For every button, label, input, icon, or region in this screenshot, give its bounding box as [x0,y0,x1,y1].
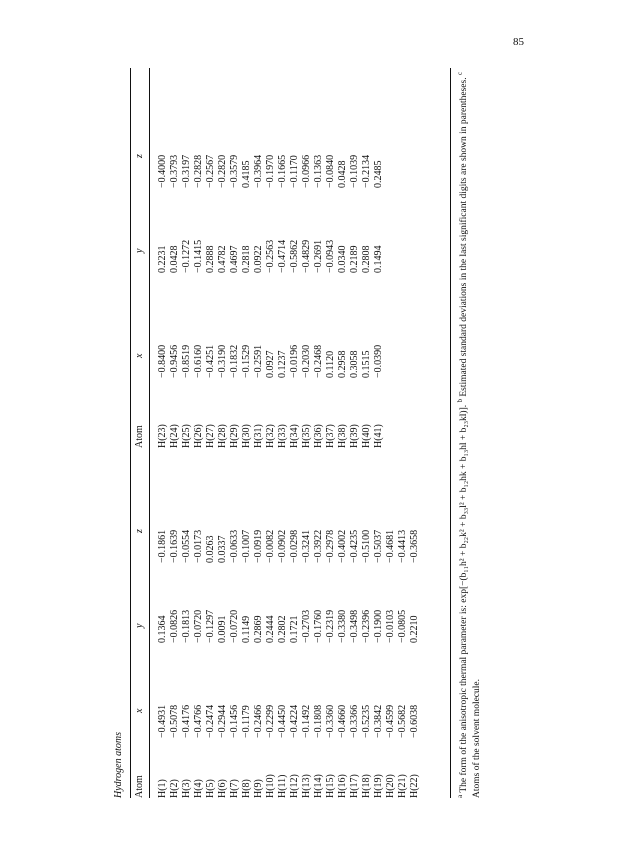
table-cell: 0.2808 [361,245,372,273]
table-cell: −0.5682 [397,704,408,738]
table-cell: 0.2888 [205,245,216,273]
table-cell: −0.2396 [361,609,372,643]
table-cell: −0.1861 [157,529,168,563]
table-cell: −0.1813 [181,609,192,643]
header-rule [149,68,150,798]
table-cell: 0.1494 [373,245,384,273]
table-cell: 0.1149 [241,615,252,643]
table-cell: −0.4829 [301,239,312,273]
table-cell: −0.2468 [313,344,324,378]
table-cell: H(22) [409,774,420,798]
table-cell: H(31) [253,424,264,448]
table-cell: H(12) [289,774,300,798]
table-cell: H(37) [325,424,336,448]
table-cell: −0.0805 [397,609,408,643]
table-cell: H(7) [229,779,240,798]
table-cell: −0.4176 [181,704,192,738]
table-cell: −0.2567 [205,154,216,188]
table-cell: −0.0103 [385,609,396,643]
table-cell: −0.1179 [241,705,252,738]
header-z-right: z [134,154,145,158]
table-cell: −0.0082 [265,529,276,563]
table-cell: −0.4681 [385,529,396,563]
table-cell: −0.4660 [337,704,348,738]
table-cell: −0.5078 [169,704,180,738]
table-cell: H(27) [205,424,216,448]
table-cell: −0.2299 [265,704,276,738]
table-cell: H(14) [313,774,324,798]
column-y-right [157,240,385,273]
table-cell: −0.3498 [349,609,360,643]
table-caption: Hydrogen atoms [113,731,124,798]
table-cell: −0.3197 [181,154,192,188]
table-cell: 0.1721 [289,615,300,643]
table-cell: −0.1639 [169,529,180,563]
column-x-right [157,345,385,378]
table-cell: 0.2958 [337,350,348,378]
table-cell: H(34) [289,424,300,448]
table-cell: H(24) [169,424,180,448]
table-cell: −0.1415 [193,239,204,273]
table-cell: H(32) [265,424,276,448]
column-x-left [157,705,421,738]
table-cell: H(16) [337,774,348,798]
table-cell: −0.2691 [313,239,324,273]
table-cell: H(18) [361,774,372,798]
table-cell: −0.1039 [349,154,360,188]
header-atom-right: Atom [134,425,145,448]
table-cell: −0.1170 [289,155,300,188]
table-cell: −0.5100 [361,529,372,563]
table-cell: −0.1970 [265,154,276,188]
column-atom-right [157,424,385,448]
table-cell: H(28) [217,424,228,448]
table-cell: −0.1297 [205,609,216,643]
column-z-left [157,530,421,563]
table-cell: −0.0720 [193,609,204,643]
table-cell: −0.0943 [325,239,336,273]
table-cell: −0.5235 [361,704,372,738]
table-cell: H(2) [169,779,180,798]
table-cell: 0.2802 [277,615,288,643]
table-cell: H(30) [241,424,252,448]
header-y-left: y [134,623,145,628]
table-cell: 0.2869 [253,615,264,643]
table-cell: H(41) [373,424,384,448]
table-cell: 0.0428 [169,245,180,273]
table-cell: −0.0298 [289,529,300,563]
table-cell: H(19) [373,774,384,798]
table-cell: −0.0826 [169,609,180,643]
table-cell: −0.1492 [301,704,312,738]
table-cell: H(33) [277,424,288,448]
table-cell: 0.2818 [241,245,252,273]
table-cell: −0.1529 [241,344,252,378]
table-cell: −0.1456 [229,704,240,738]
table-cell: −0.0840 [325,154,336,188]
table-cell: −0.1832 [229,344,240,378]
table-cell: −0.3922 [313,529,324,563]
table-cell: 0.1364 [157,615,168,643]
header-x-right: x [134,353,145,358]
table-cell: −0.8400 [157,344,168,378]
footnote-a-mark: a [456,794,464,798]
header-y-right: y [134,248,145,253]
table-cell: −0.2030 [301,344,312,378]
table-cell: 0.1237 [277,350,288,378]
table-cell: 0.1120 [325,350,336,378]
table-cell: 0.2444 [265,615,276,643]
table-cell: −0.0173 [193,529,204,563]
table-cell: −0.2319 [325,609,336,643]
table-cell: −0.2474 [205,704,216,738]
table-cell: −0.2703 [301,609,312,643]
column-atom-left [157,774,421,798]
table-cell: −0.0554 [181,529,192,563]
table-cell: −0.0720 [229,609,240,643]
table-cell: −0.2563 [265,239,276,273]
table-cell: H(4) [193,779,204,798]
table-cell: H(10) [265,774,276,798]
table-cell: H(23) [157,424,168,448]
table-cell: −0.4235 [349,529,360,563]
table-cell: H(40) [361,424,372,448]
table-cell: −0.4224 [289,704,300,738]
table-cell: H(20) [385,774,396,798]
footnote-b-mark: b [456,399,464,403]
table-cell: −0.3190 [217,344,228,378]
header-x-left: x [134,708,145,713]
table-cell: −0.2820 [217,154,228,188]
table-cell: −0.3842 [373,704,384,738]
table-cell: 0.3058 [349,350,360,378]
table-cell: −0.1363 [313,154,324,188]
footnotes [454,68,484,798]
table-cell: 0.2189 [349,245,360,273]
bottom-rule [450,68,451,798]
table-cell: −0.4599 [385,704,396,738]
table-cell: H(8) [241,779,252,798]
table-cell: −0.2944 [217,704,228,738]
table-cell: 0.0927 [265,350,276,378]
column-y-left [157,610,421,643]
table-cell: H(39) [349,424,360,448]
table-cell: −0.3579 [229,154,240,188]
table-cell: −0.1272 [181,239,192,273]
table-cell: −0.8519 [181,344,192,378]
table-cell: −0.3380 [337,609,348,643]
table-cell: H(11) [277,774,288,798]
table-cell: −0.0966 [301,154,312,188]
table-cell: −0.0902 [277,529,288,563]
footnote-c-mark: c [456,71,464,76]
table-cell: −0.3793 [169,154,180,188]
table-cell: H(1) [157,779,168,798]
table-cell: 0.0337 [217,535,228,563]
table-cell: −0.4413 [397,529,408,563]
table-cell: −0.4002 [337,529,348,563]
footnote-a-text: The form of the anisotropic thermal parameter is: exp[−(b₁₁h² + b₂₂k² + b₃₃l² + b₁₂hk + b₁₃hl + b₂₃kl)]. [459,404,470,793]
table-cell: 0.0922 [253,245,264,273]
table-cell: −0.4450 [277,704,288,738]
table-cell: −0.1808 [313,704,324,738]
table-cell: 0.4782 [217,245,228,273]
table-cell: −0.1665 [277,154,288,188]
table-cell: H(25) [181,424,192,448]
table-cell: H(21) [397,774,408,798]
table-cell: −0.1760 [313,609,324,643]
table-cell: H(13) [301,774,312,798]
table-cell: 0.2210 [409,615,420,643]
table-cell: −0.3241 [301,529,312,563]
table-cell: −0.2978 [325,529,336,563]
table-cell: 0.0340 [337,245,348,273]
table-cell: −0.1900 [373,609,384,643]
table-cell: H(36) [313,424,324,448]
table-cell: H(5) [205,779,216,798]
table-cell: −0.4714 [277,239,288,273]
table-cell: −0.2134 [361,154,372,188]
table-cell: 0.4697 [229,245,240,273]
table-cell: −0.5037 [373,529,384,563]
rotated-table [110,68,500,798]
table-cell: −0.0919 [253,529,264,563]
top-rule [130,68,131,798]
table-cell: −0.5862 [289,239,300,273]
column-z-right [157,155,385,188]
table-cell: H(29) [229,424,240,448]
table-cell: −0.6038 [409,704,420,738]
table-cell: 0.2231 [157,245,168,273]
table-cell: −0.3964 [253,154,264,188]
table-cell: H(38) [337,424,348,448]
table-cell: −0.2828 [193,154,204,188]
header-z-left: z [134,529,145,533]
table-cell: −0.9456 [169,344,180,378]
table-cell: −0.4000 [157,154,168,188]
table-cell: H(35) [301,424,312,448]
table-cell: H(3) [181,779,192,798]
table-cell: −0.0390 [373,344,384,378]
table-cell: H(6) [217,779,228,798]
table-cell: 0.0091 [217,615,228,643]
table-cell: 0.1515 [361,350,372,378]
table-cell: −0.0633 [229,529,240,563]
table-cell: 0.2485 [373,160,384,188]
header-atom-left: Atom [134,775,145,798]
table-cell: H(15) [325,774,336,798]
table-cell: 0.0428 [337,160,348,188]
page-number: 85 [513,36,524,48]
table-cell: −0.4931 [157,704,168,738]
table-cell: −0.3658 [409,529,420,563]
table-cell: −0.0196 [289,344,300,378]
table-cell: −0.2591 [253,344,264,378]
table-cell: −0.1007 [241,529,252,563]
table-cell: −0.3366 [349,704,360,738]
footnote-b-text: Estimated standard deviations in the last significant digits are shown in parentheses. [459,77,470,397]
table-cell: −0.3360 [325,704,336,738]
table-cell: H(9) [253,779,264,798]
table-cell: −0.2466 [253,704,264,738]
table-cell: −0.4766 [193,704,204,738]
table-cell: 0.4185 [241,160,252,188]
table-cell: H(17) [349,774,360,798]
table-cell: H(26) [193,424,204,448]
table-cell: −0.4251 [205,344,216,378]
footnote-c-text: Atoms of the solvent molecule. [472,679,483,798]
table-cell: −0.6160 [193,344,204,378]
table-cell: 0.0263 [205,535,216,563]
